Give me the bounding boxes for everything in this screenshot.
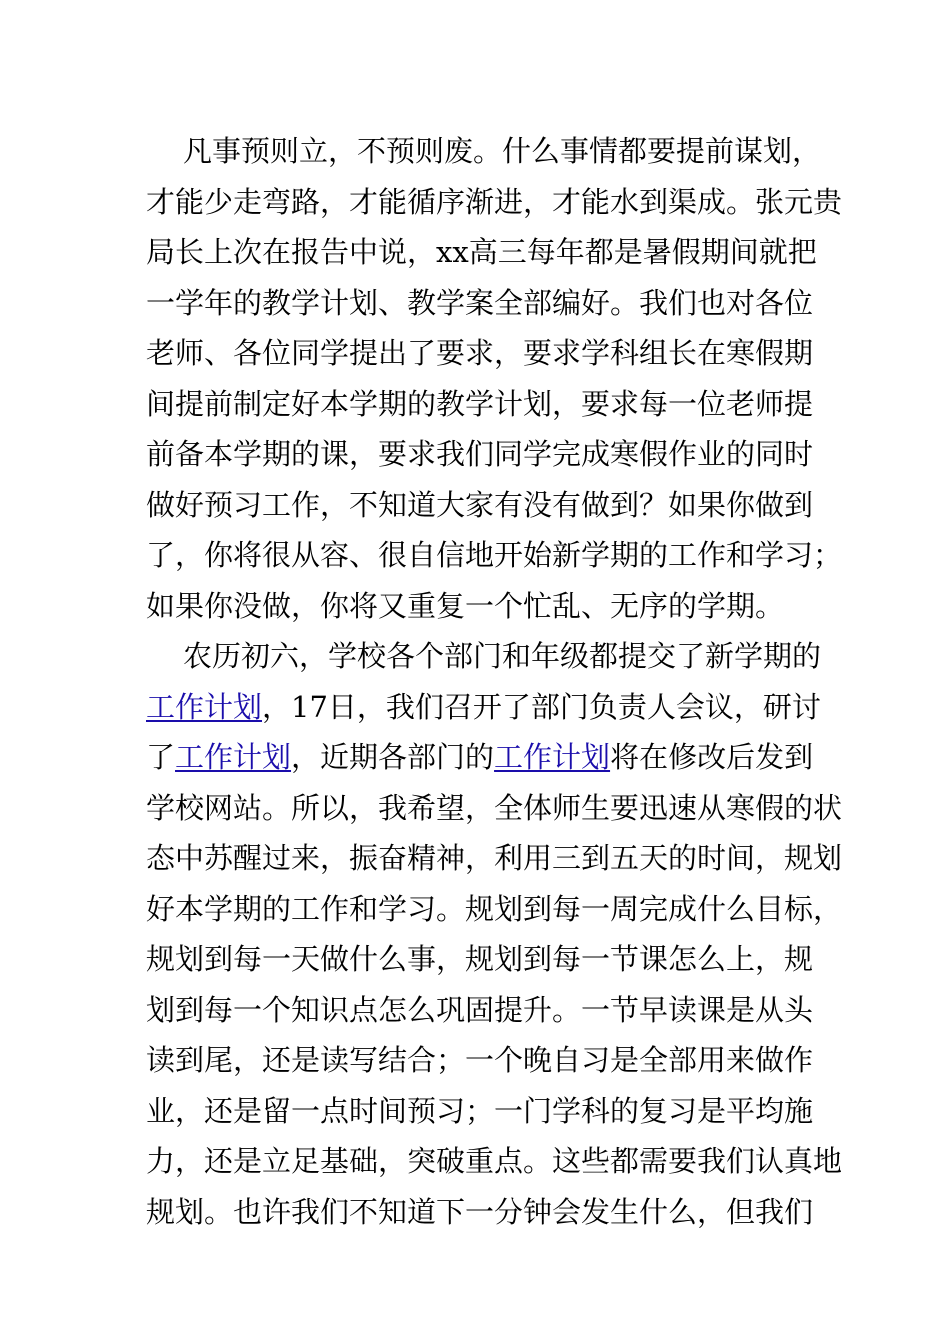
paragraph-line: 划到每一个知识点怎么巩固提升。一节早读课是从头	[146, 992, 814, 1027]
line-text: 将在修改后发到	[610, 740, 814, 774]
paragraph-line: 读到尾，还是读写结合；一个晚自习是全部用来做作	[146, 1043, 814, 1077]
paragraph-line: 学校网站。所以，我希望，全体师生要迅速从寒假的状	[146, 790, 843, 825]
paragraph-line: 做好预习工作，不知道大家有没有做到？如果你做到	[146, 487, 814, 522]
paragraph-line	[146, 732, 812, 783]
paragraph-line: 力，还是立足基础，突破重点。这些都需要我们认真地	[146, 1144, 843, 1178]
paragraph-line: 间提前制定好本学期的教学计划，要求每一位老师提	[146, 386, 814, 421]
paragraph-2	[146, 631, 843, 1237]
line-text: ，17日，我们召开了部门负责人会议，研讨	[262, 689, 821, 724]
paragraph-line: 规划。也许我们不知道下一分钟会发生什么，但我们	[146, 1194, 814, 1229]
document-body	[146, 126, 843, 1237]
paragraph-line: 才能少走弯路，才能循序渐进，才能水到渠成。张元贵	[146, 184, 843, 219]
paragraph-line: 规划到每一天做什么事，规划到每一节课怎么上，规	[146, 942, 814, 976]
paragraph-line: 一学年的教学计划、教学案全部编好。我们也对各位	[146, 285, 814, 320]
paragraph-line: 前备本学期的课，要求我们同学完成寒假作业的同时	[146, 437, 814, 471]
work-plan-link[interactable]: 工作计划	[175, 740, 292, 774]
line-text: 了	[146, 740, 176, 774]
line-text: ，近期各部门的	[291, 740, 495, 774]
work-plan-link[interactable]: 工作计划	[146, 689, 263, 724]
paragraph-line	[146, 682, 821, 733]
paragraph-line: 农历初六，学校各个部门和年级都提交了新学期的	[183, 639, 822, 673]
paragraph-line: 如果你没做，你将又重复一个忙乱、无序的学期。	[146, 588, 785, 623]
paragraph-line: 局长上次在报告中说，xx高三每年都是暑假期间就把	[146, 235, 817, 269]
paragraph-line: 老师、各位同学提出了要求，要求学科组长在寒假期	[146, 336, 814, 370]
paragraph-line: 了，你将很从容、很自信地开始新学期的工作和学习；	[146, 538, 843, 572]
paragraph-line: 凡事预则立，不预则废。什么事情都要提前谋划，	[183, 134, 822, 168]
paragraph-line: 态中苏醒过来，振奋精神，利用三到五天的时间，规划	[146, 841, 843, 875]
paragraph-line: 业，还是留一点时间预习；一门学科的复习是平均施	[146, 1093, 814, 1128]
work-plan-link[interactable]: 工作计划	[494, 740, 611, 774]
paragraph-1	[146, 126, 843, 631]
paragraph-line: 好本学期的工作和学习。规划到每一周完成什么目标，	[146, 891, 843, 926]
